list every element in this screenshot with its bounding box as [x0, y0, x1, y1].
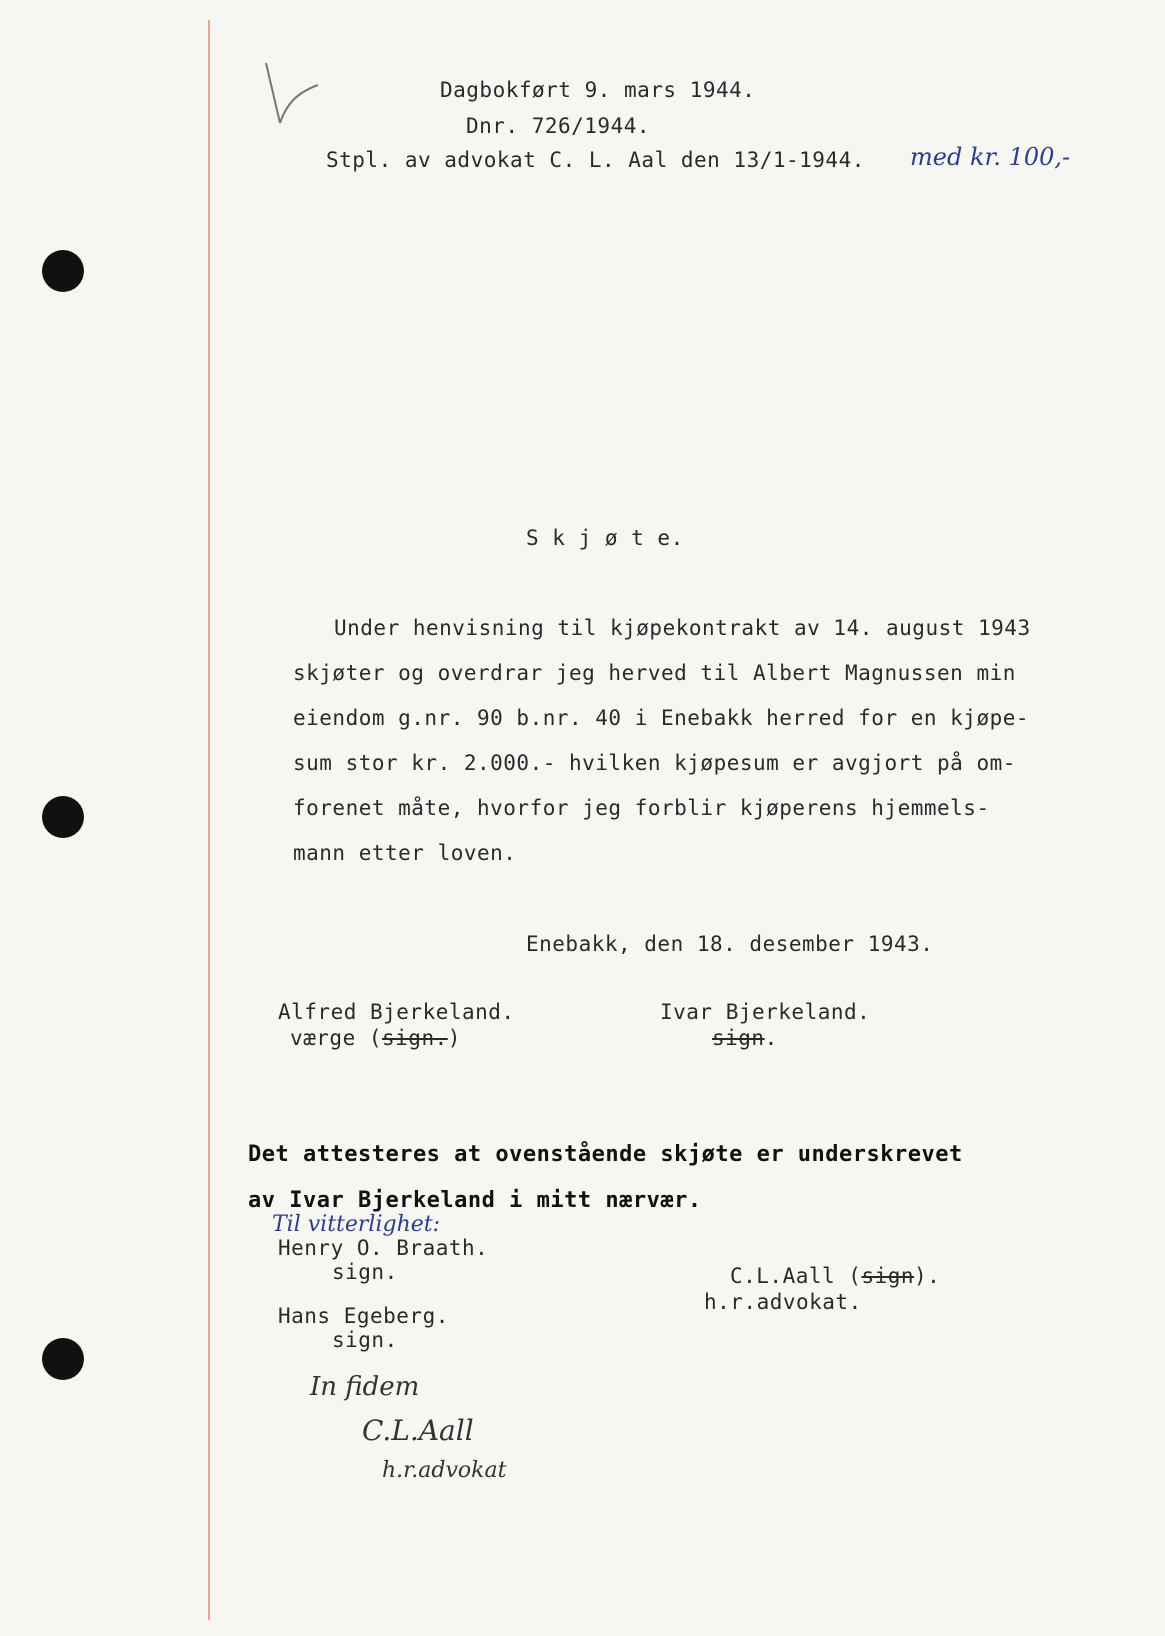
- body-line: skjøter og overdrar jeg herved til Albert Magnussen min: [293, 661, 1016, 685]
- stamp-note: Stpl. av advokat C. L. Aal den 13/1-1944.: [326, 148, 865, 172]
- signer-left-role: værge (sign.): [290, 1026, 461, 1050]
- punch-hole: [42, 796, 84, 838]
- body-line: sum stor kr. 2.000.- hvilken kjøpesum er avgjort på om-: [293, 751, 1016, 775]
- witness-2-sign: sign.: [332, 1328, 398, 1352]
- witness-handnote: Til vitterlighet:: [272, 1212, 441, 1237]
- witness-2-name: Hans Egeberg.: [278, 1304, 449, 1328]
- signature-line: C.L.Aall: [362, 1414, 474, 1447]
- signature-line: h.r.advokat: [382, 1458, 507, 1483]
- punch-hole: [42, 1338, 84, 1380]
- lawyer-name: C.L.Aall (sign).: [730, 1264, 941, 1288]
- registration-date: Dagbokført 9. mars 1944.: [440, 78, 756, 102]
- registration-number: Dnr. 726/1944.: [466, 114, 651, 138]
- body-line: mann etter loven.: [293, 841, 517, 865]
- check-mark-icon: [262, 55, 322, 130]
- document-title: S k j ø t e.: [526, 526, 684, 550]
- attest-line: av Ivar Bjerkeland i mitt nærvær.: [248, 1188, 702, 1213]
- body-line: forenet måte, hvorfor jeg forblir kjøperens hjemmels-: [293, 796, 990, 820]
- margin-line: [208, 20, 210, 1620]
- attest-line: Det attesteres at ovenstående skjøte er underskrevet: [248, 1142, 963, 1167]
- signature-line: In fidem: [310, 1372, 420, 1402]
- body-line: eiendom g.nr. 90 b.nr. 40 i Enebakk herred for en kjøpe-: [293, 706, 1030, 730]
- signer-right-sign: sign.: [712, 1026, 778, 1050]
- lawyer-title: h.r.advokat.: [704, 1290, 862, 1314]
- witness-1-sign: sign.: [332, 1260, 398, 1284]
- place-date: Enebakk, den 18. desember 1943.: [526, 932, 934, 956]
- signer-right-name: Ivar Bjerkeland.: [660, 1000, 871, 1024]
- body-line: Under henvisning til kjøpekontrakt av 14. august 1943: [334, 616, 1031, 640]
- witness-1-name: Henry O. Braath.: [278, 1236, 489, 1260]
- signer-left-name: Alfred Bjerkeland.: [278, 1000, 515, 1024]
- fee-handnote: med kr. 100,-: [910, 143, 1071, 171]
- punch-hole: [42, 250, 84, 292]
